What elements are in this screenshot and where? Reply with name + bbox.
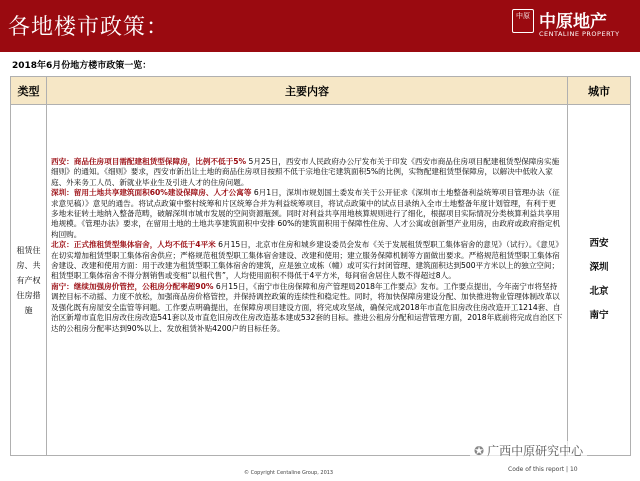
watermark <box>470 441 587 460</box>
city-cell <box>568 105 631 456</box>
company-logo <box>512 6 634 46</box>
policy-lead: 南宁：继续加强房价管控，公租房分配率超90% <box>51 281 214 291</box>
content-cell <box>47 105 568 456</box>
policy-text: 6月1日，深圳市规划国土委发布关于公开征求《深圳市土地整备利益统筹项目管理办法（征求意见稿）》意见的通告。将试点政策中整村统筹和片区统筹合并为利益统筹项目，将试点政策中的试点目录纳入全市土地整备年度计划管理，有利于更多地未征转土地纳入整备范畴，破解深圳市城市发展的空间资源瓶颈。同时对利益共享用地核算规则进行了细化，根据项目实际情况分类核算利益共享用地规模。《管理办法》要求，在留用土地的土地共享建筑面积中安排 60%的建筑面积用于保障性住房、人才公寓或创新型产业用房，由政府或政府指定机构回购。 <box>51 188 561 239</box>
table-row <box>11 105 631 456</box>
policy-text: 6月15日，北京市住房和城乡建设委员会发布《关于发展租赁型职工集体宿舍的意见》（试行）。《意见》在切实增加租赁型职工集体宿舍供应；严格规范租赁型职工集体宿舍建设、改建和使用；建立服务保障机制等方面做出要求。严格规范租赁型职工集体宿舍建设、改建和使用方面：用于改建为租赁型职工集体宿舍的建筑，应是独立成栋（幢）或可实行封闭管理、建筑面积达到500平方米以上的独立空间；租赁型职工集体宿舍不得分割销售或变相“以租代售”，人均使用面积不得低于4平方米，每间宿舍居住人数不得超过8人。 <box>51 240 563 281</box>
logo-english: CENTALINE PROPERTY <box>539 30 620 38</box>
policy-item-shenzhen <box>51 188 563 240</box>
city-shenzhen: 深圳 <box>589 262 609 273</box>
header-content: 主要内容 <box>47 77 568 105</box>
logo-name: 中原地产 <box>539 12 607 32</box>
policy-item-xian <box>51 157 563 188</box>
city-xian: 西安 <box>589 238 609 249</box>
header-city: 城市 <box>568 77 631 105</box>
header-band <box>0 0 640 52</box>
policy-text: 5月25日，西安市人民政府办公厅发布关于印发《西安市商品住房项目配建租赁型保障房实施细则》的通知。《细则》要求，西安市新出让土地的商品住房项目按照不低于宗地住宅建筑面积5%的比例，实物配建租赁型保障房，以解决中低收入家庭、外来务工人员、新就业毕业生及引进人才的住房问题。 <box>51 157 560 187</box>
type-cell: 租赁住房、共有产权住房措施 <box>11 105 47 456</box>
table-header-row <box>11 77 631 105</box>
policy-item-nanning <box>51 282 563 334</box>
watermark-text: 广西中原研究中心 <box>487 444 584 458</box>
footer-page-code: Code of this report | 10 <box>508 466 578 473</box>
policy-table <box>10 76 631 456</box>
policy-lead: 北京：正式推租赁型集体宿舍，人均不低于4平米 <box>51 240 216 250</box>
policy-lead: 西安：商品住房项目需配建租赁型保障房，比例不低于5% <box>51 157 247 166</box>
policy-lead: 深圳：留用土地共享建筑面积60%建设保障房、人才公寓等 <box>51 188 252 198</box>
policy-text: 6月15日，《南宁市住房保障和房产管理局2018年工作要点》发布。工作要点提出，今年南宁市将坚持调控目标不动摇、力度不放松，加强商品房价格管控，并保持调控政策的连续性和稳定性。同时，将加快保障房建设分配、加快推进物业管理体制改革以及强化既有房屋安全监管等问题。工作要点明确提出，在保障房项目建设方面，将完成攻坚战，确保完成2018年市直危旧房改住房改造开工1214套、自治区新增市直危旧房改住房改造541套以及市直危旧房改住房改造基本建成532套的目标。推进公租房分配和运营管理方面，2018年底前将完成自治区下达的公租房分配率达到90%以上、发放租赁补贴4200户的目标任务。 <box>51 281 563 333</box>
footer-copyright: © Copyright Centaline Group, 2013 <box>244 470 334 476</box>
table-caption: 2018年6月份地方楼市政策一览： <box>12 61 152 71</box>
city-nanning: 南宁 <box>589 310 609 321</box>
logo-mark-icon: 中原 <box>512 9 534 33</box>
policy-item-beijing <box>51 240 563 282</box>
city-beijing: 北京 <box>589 286 609 297</box>
header-type: 类型 <box>11 77 47 105</box>
page-title: 各地楼市政策： <box>8 15 170 40</box>
wechat-icon: ✪ <box>474 444 485 458</box>
